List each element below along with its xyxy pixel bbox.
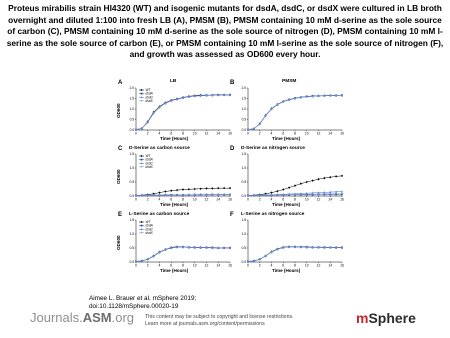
panel-title: D-Serine as nitrogen source [241,146,305,151]
y-tick-label: 0.0 [129,128,135,133]
data-point-wt [206,188,208,190]
x-tick-label: 4 [270,263,273,268]
y-tick-label: 1.0 [241,232,247,237]
x-tick-label: 2 [258,197,261,202]
x-tick-label: 12 [204,197,209,202]
x-tick-label: 6 [282,197,285,202]
x-tick-label: 16 [340,197,344,202]
y-tick-label: 0.5 [129,117,135,122]
x-tick-label: 0 [135,263,137,268]
x-axis-label: Time (Hours) [160,202,189,207]
data-point-wt [294,185,296,187]
x-axis-label: Time (Hours) [160,136,189,141]
panel-letter: A [118,80,123,86]
x-axis-label: Time (Hours) [272,202,301,207]
x-tick-label: 8 [294,197,296,202]
panel-f [230,212,346,274]
data-point-wt [176,189,178,191]
y-tick-label: 1.0 [129,232,135,237]
panel-letter: C [118,146,123,152]
y-tick-label: 0.0 [241,194,247,199]
x-tick-label: 16 [340,263,344,268]
series-line-dsdx [248,247,342,262]
y-tick-label: 1.0 [129,166,135,171]
legend-label: dsdC [145,95,153,100]
y-axis-label: OD600 [116,169,121,184]
panel-title: D-Serine as carbon source [129,146,190,151]
panel-title: LB [170,79,177,84]
x-tick-label: 4 [270,131,273,136]
chart-plot [124,80,234,142]
x-tick-label: 2 [258,263,261,268]
x-tick-label: 16 [228,131,232,136]
y-axis-label: OD600 [116,235,121,250]
data-point-wt [276,190,278,192]
legend-label: dsdX [145,230,153,235]
data-point-wt [182,189,184,191]
legend-label: WT [145,88,151,93]
x-tick-label: 6 [170,263,173,268]
x-tick-label: 6 [282,263,285,268]
x-tick-label: 12 [316,131,321,136]
x-tick-label: 10 [304,197,309,202]
x-tick-label: 16 [228,263,232,268]
legend-marker [141,166,143,168]
x-tick-label: 0 [135,131,137,136]
x-axis-label: Time (Hours) [272,268,301,273]
x-tick-label: 16 [340,131,344,136]
data-point-wt [271,192,273,194]
legend-label: dsdX [145,164,153,169]
x-tick-label: 6 [170,197,173,202]
x-tick-label: 14 [328,131,333,136]
x-tick-label: 10 [304,131,309,136]
legend-marker [141,232,143,234]
x-tick-label: 0 [247,263,249,268]
y-tick-label: 0.0 [129,194,135,199]
data-point-wt [318,178,320,180]
series-line-dsdc [248,247,342,262]
journals-asm-logo[interactable] [30,310,134,325]
data-point-wt [282,189,284,191]
citation-line-2: doi:10.1128/mSphere.00020-19 [89,303,179,310]
x-tick-label: 12 [316,197,321,202]
data-point-wt [288,187,290,189]
x-tick-label: 6 [170,131,173,136]
x-tick-label: 14 [216,263,221,268]
data-point-wt [300,183,302,185]
series-line-dsda [136,247,230,261]
x-tick-label: 10 [192,197,197,202]
y-tick-label: 0.5 [241,246,247,251]
data-point-wt [170,190,172,192]
data-point-wt [306,181,308,183]
chart-plot [236,212,346,274]
y-tick-label: 1.5 [241,152,247,157]
series-line-dsdc [136,247,230,261]
data-point-wt [200,188,202,190]
x-tick-label: 8 [182,263,184,268]
series-line-dsda [248,95,342,129]
x-tick-label: 14 [216,197,221,202]
series-line-wt [248,247,342,262]
data-point-wt [217,187,219,189]
y-tick-label: 1.5 [241,218,247,223]
x-tick-label: 4 [158,197,161,202]
x-tick-label: 8 [294,131,296,136]
msphere-logo[interactable] [356,310,416,326]
y-tick-label: 1.5 [241,96,247,101]
x-tick-label: 10 [192,131,197,136]
citation [89,295,196,311]
legend-marker [141,221,143,223]
series-line-dsdx [248,95,342,129]
legend-label: dsdX [145,98,153,103]
x-tick-label: 4 [158,131,161,136]
x-tick-label: 6 [282,131,285,136]
legend-label: dsdA [145,223,153,228]
y-tick-label: 1.0 [129,107,135,112]
copyright-line-1: This content may be subject to copyright and license restrictions. [145,314,294,320]
x-tick-label: 10 [192,263,197,268]
x-tick-label: 8 [182,197,184,202]
y-tick-label: 1.5 [129,152,135,157]
data-point-wt [188,188,190,190]
x-axis-label: Time (Hours) [272,136,301,141]
panel-c [116,146,234,208]
data-point-wt [223,187,225,189]
y-tick-label: 0.0 [241,260,247,265]
series-line-wt [136,247,230,262]
legend-marker [141,155,143,157]
logo-left-suffix: .org [111,310,135,325]
x-tick-label: 14 [328,263,333,268]
y-tick-label: 1.5 [129,218,135,223]
data-point-wt [341,175,343,177]
x-tick-label: 0 [247,131,249,136]
data-point-wt [329,176,331,178]
legend-marker [141,225,143,227]
x-tick-label: 14 [328,197,333,202]
x-tick-label: 0 [247,197,249,202]
data-point-wt [323,177,325,179]
panel-title: PMSM [282,79,297,84]
x-tick-label: 2 [146,263,149,268]
legend-label: dsdC [145,161,153,166]
x-tick-label: 16 [228,197,232,202]
x-tick-label: 8 [182,131,184,136]
logo-left-bold: ASM [82,310,112,325]
logo-left-prefix: Journals. [30,310,83,325]
panel-b [230,79,346,142]
y-tick-label: 2.0 [129,86,135,91]
data-point-wt [164,191,166,193]
y-tick-label: 0.0 [129,260,135,265]
data-point-wt [159,192,161,194]
logo-right-m: m [356,310,369,326]
data-point-wt [335,176,337,178]
panel-letter: E [118,212,123,218]
y-tick-label: 0.0 [241,128,247,133]
x-tick-label: 2 [146,197,149,202]
y-axis-label: OD600 [116,103,121,118]
legend-label: dsdC [145,227,153,232]
panel-letter: F [230,212,234,218]
x-tick-label: 2 [146,131,149,136]
panel-e [116,212,234,274]
legend-label: WT [145,220,151,225]
y-tick-label: 0.5 [129,246,135,251]
legend-label: dsdA [145,157,153,162]
x-axis-label: Time (Hours) [160,268,189,273]
panel-letter: B [230,80,235,86]
legend-marker [141,89,143,91]
legend-label: dsdA [145,91,153,96]
data-point-wt [211,188,213,190]
y-tick-label: 1.0 [241,166,247,171]
figure-caption: Proteus mirabilis strain HI4320 (WT) and isogenic mutants for dsdA, dsdC, or dsdX were cultured in LB broth overnight and diluted 1:100 into fresh LB (A), PMSM (B), PMSM containing 10 mM d-serine as the sole source of carbon (C), PMSM containing 10 mM d-serine as the sole source of nitrogen (D), PMSM containing 10 mM l-serine as the sole source of carbon (E), or PMSM containing 10 mM l-serine as the sole source of nitrogen (F), and growth was assessed as OD600 every hour. [6,3,444,59]
data-point-wt [229,187,231,189]
chart-plot [236,146,346,208]
series-line-dsdx [136,247,230,262]
x-tick-label: 2 [258,131,261,136]
chart-plot [124,146,234,208]
data-point-wt [194,188,196,190]
legend-marker [141,159,143,161]
copyright-notice [145,314,294,327]
panel-title: L-Serine as carbon source [129,212,190,217]
y-tick-label: 1.0 [241,107,247,112]
legend-marker [141,100,143,102]
x-tick-label: 4 [158,263,161,268]
y-tick-label: 0.5 [241,180,247,185]
panel-letter: D [230,146,235,152]
series-line-dsdc [248,95,342,129]
y-tick-label: 1.5 [129,96,135,101]
panel-title: L-Serine as nitrogen source [241,212,305,217]
chart-plot [236,80,346,142]
citation-line-1: Aimee L. Brauer et al. mSphere 2019; [89,295,197,302]
copyright-line-2[interactable]: Learn more at journals.asm.org/content/permissions [145,320,265,327]
y-tick-label: 0.5 [129,180,135,185]
x-tick-label: 12 [204,131,209,136]
legend-label: WT [145,154,151,159]
legend-marker [141,93,143,95]
panel-a [116,79,234,142]
data-point-wt [312,180,314,182]
panel-d [230,146,346,208]
x-tick-label: 12 [316,263,321,268]
y-tick-label: 2.0 [241,86,247,91]
x-tick-label: 10 [304,263,309,268]
x-tick-label: 4 [270,197,273,202]
series-line-dsda [248,247,342,262]
x-tick-label: 8 [294,263,296,268]
y-tick-label: 0.5 [241,117,247,122]
logo-right-rest: Sphere [368,310,416,326]
series-line-wt [248,95,342,129]
chart-plot [124,212,234,274]
x-tick-label: 14 [216,131,221,136]
x-tick-label: 12 [204,263,209,268]
x-tick-label: 0 [135,197,137,202]
